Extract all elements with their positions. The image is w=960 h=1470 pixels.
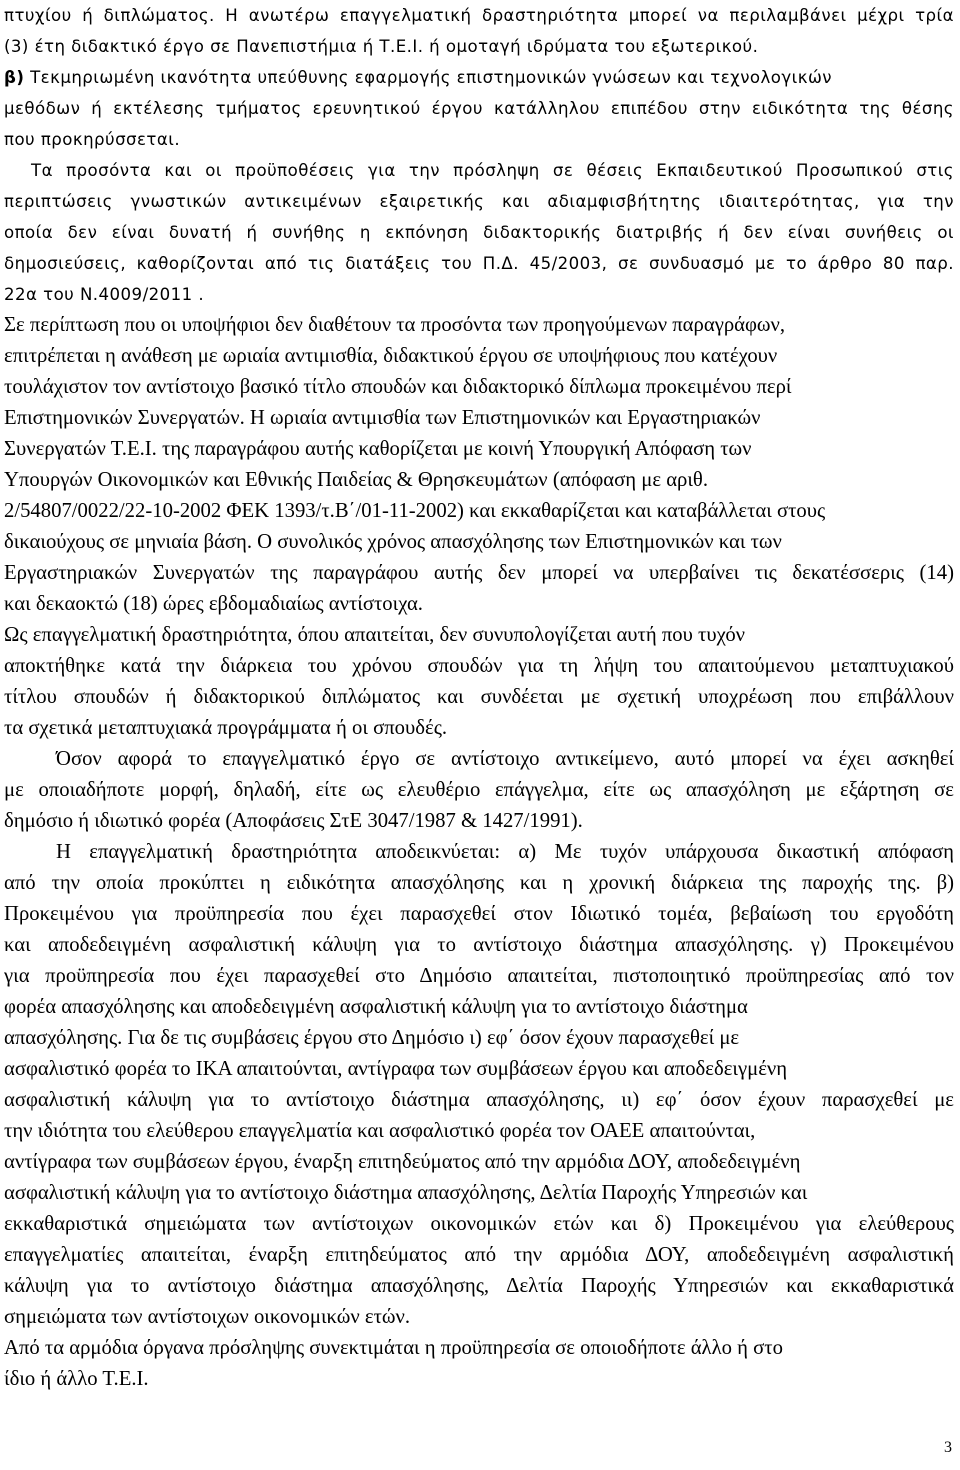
line-text: Εργαστηριακών Συνεργατών της παραγράφου αυτής δεν μπορεί να υπερβαίνει τις δεκατέσσερις (14) (4, 562, 954, 584)
line-text: 2/54807/0022/22-10-2002 ΦΕΚ 1393/τ.Β΄/01-11-2002) και εκκαθαρίζεται και καταβάλλεται στους (4, 500, 826, 522)
text-line (4, 124, 956, 155)
text-line (4, 1023, 956, 1054)
line-text: και δεκαοκτώ (18) ώρες εβδομαδιαίως αντίστοιχα. (4, 593, 423, 615)
text-line (4, 1333, 956, 1364)
line-text: Τεκμηριωμένη ικανότητα υπεύθυνης εφαρμογής επιστημονικών γνώσεων και τεχνολογικών (24, 68, 833, 87)
line-text: Ως επαγγελματική δραστηριότητα, όπου απαιτείται, δεν συνυπολογίζεται αυτή που τυχόν (4, 624, 746, 646)
text-line (4, 434, 956, 465)
text-line (4, 1178, 956, 1209)
line-text: περιπτώσεις γνωστικών αντικειμένων εξαιρετικής και αδιαμφισβήτητης ιδιαιτερότητας, για την (4, 192, 954, 211)
line-text: Η επαγγελματική δραστηριότητα αποδεικνύεται: α) Με τυχόν υπάρχουσα δικαστική απόφαση (56, 841, 954, 863)
line-text: ασφαλιστική κάλυψη για το αντίστοιχο διάστημα απασχόλησης, Δελτία Παροχής Υπηρεσιών και (4, 1182, 808, 1204)
list-marker: β) (4, 68, 25, 87)
text-line (4, 775, 956, 806)
text-line (4, 0, 956, 31)
document-page (4, 0, 956, 1395)
line-text: με οποιαδήποτε μορφή, δηλαδή, είτε ως ελευθέριο επάγγελμα, είτε ως απασχόληση με εξάρτηση σε (4, 779, 954, 801)
text-line (4, 1271, 956, 1302)
text-line (4, 1147, 956, 1178)
line-text: επαγγελματίες απαιτείται, έναρξη επιτηδεύματος από την αρμόδια ΔΟΥ, αποδεδειγμένη ασφαλιστική (4, 1244, 954, 1266)
line-text: Συνεργατών Τ.Ε.Ι. της παραγράφου αυτής καθορίζεται με κοινή Υπουργική Απόφαση των (4, 438, 752, 460)
text-line (4, 1085, 956, 1116)
text-line (4, 589, 956, 620)
text-line (4, 155, 956, 186)
line-text: τα σχετικά μεταπτυχιακά προγράμματα ή οι σπουδές. (4, 717, 448, 739)
line-text: Τα προσόντα και οι προϋποθέσεις για την πρόσληψη σε θέσεις Εκπαιδευτικού Προσωπικού στις (31, 161, 954, 180)
text-line (4, 992, 956, 1023)
line-text: την ιδιότητα του ελεύθερου επαγγελματία και ασφαλιστικό φορέα τον ΟΑΕΕ απαιτούνται, (4, 1120, 756, 1142)
text-line (4, 217, 956, 248)
text-line (4, 837, 956, 868)
text-line (4, 868, 956, 899)
line-text: που προκηρύσσεται. (4, 130, 181, 149)
text-line (4, 682, 956, 713)
line-text: για προϋπηρεσία που έχει παρασχεθεί στο Δημόσιο απαιτείται, πιστοποιητικό προϋπηρεσίας από τον (4, 965, 954, 987)
text-line (4, 1209, 956, 1240)
text-line (4, 186, 956, 217)
line-text: απασχόλησης. Για δε τις συμβάσεις έργου στο Δημόσιο ι) εφ΄ όσον έχουν παρασχεθεί με (4, 1027, 740, 1049)
line-text: και αποδεδειγμένη ασφαλιστική κάλυψη για το αντίστοιχο διάστημα απασχόλησης. γ) Προκειμένου (4, 934, 954, 956)
line-text: ασφαλιστικό φορέα το ΙΚΑ απαιτούνται, αντίγραφα των συμβάσεων έργου και αποδεδειγμένη (4, 1058, 788, 1080)
text-line (4, 744, 956, 775)
line-text: ίδιο ή άλλο Τ.Ε.Ι. (4, 1368, 149, 1390)
text-line (4, 961, 956, 992)
line-text: επιτρέπεται η ανάθεση με ωριαία αντιμισθία, διδακτικού έργου σε υποψήφιους που κατέχουν (4, 345, 778, 367)
text-line (4, 1116, 956, 1147)
line-text: (3) έτη διδακτικό έργο σε Πανεπιστήμια ή Τ.Ε.Ι. ή ομοταγή ιδρύματα του εξωτερικού. (4, 37, 759, 56)
line-text: 22α του Ν.4009/2011 . (4, 285, 205, 304)
line-text: Προκειμένου για προϋπηρεσία που έχει παρασχεθεί στον Ιδιωτικό τομέα, βεβαίωση του εργοδότη (4, 903, 954, 925)
text-line (4, 31, 956, 62)
text-line (4, 1240, 956, 1271)
line-text: αποκτήθηκε κατά την διάρκεια του χρόνου σπουδών για τη λήψη του απαιτούμενου μεταπτυχιακού (4, 655, 954, 677)
text-line (4, 372, 956, 403)
line-text: δικαιούχους σε μηνιαία βάση. Ο συνολικός χρόνος απασχόλησης των Επιστημονικών και των (4, 531, 782, 553)
line-text: δημόσιο ή ιδιωτικό φορέα (Αποφάσεις ΣτΕ 3047/1987 & 1427/1991). (4, 810, 583, 832)
line-text: σημειώματα των αντίστοιχων οικονομικών ετών. (4, 1306, 411, 1328)
line-text: Επιστημονικών Συνεργατών. Η ωριαία αντιμισθία των Επιστημονικών και Εργαστηριακών (4, 407, 761, 429)
line-text: οποία δεν είναι δυνατή ή συνήθης η εκπόνηση διδακτορικής διατριβής ή δεν είναι συνήθεις οι (4, 223, 954, 242)
line-text: τίτλου σπουδών ή διδακτορικού διπλώματος και συνδέεται με σχετική υποχρέωση που επιβάλλουν (4, 686, 954, 708)
text-line (4, 651, 956, 682)
line-text: πτυχίου ή διπλώματος. Η ανωτέρω επαγγελματική δραστηριότητα μπορεί να περιλαμβάνει μέχρι τρία (4, 6, 954, 25)
line-text: Όσον αφορά το επαγγελματικό έργο σε αντίστοιχο αντικείμενο, αυτό μπορεί να έχει ασκηθεί (56, 748, 954, 770)
text-line (4, 1054, 956, 1085)
text-line (4, 93, 956, 124)
page-number: 3 (944, 1439, 952, 1456)
line-text: φορέα απασχόλησης και αποδεδειγμένη ασφαλιστική κάλυψη για το αντίστοιχο διάστημα (4, 996, 748, 1018)
text-line (4, 930, 956, 961)
text-line (4, 806, 956, 837)
text-line (4, 310, 956, 341)
text-line (4, 620, 956, 651)
text-line (4, 62, 956, 93)
text-line (4, 248, 956, 279)
text-line (4, 279, 956, 310)
line-text: κάλυψη για το αντίστοιχο διάστημα απασχόλησης, Δελτία Παροχής Υπηρεσιών και εκκαθαριστικά (4, 1275, 954, 1297)
text-line (4, 713, 956, 744)
text-line (4, 403, 956, 434)
line-text: μεθόδων ή εκτέλεσης τμήματος ερευνητικού έργου κατάλληλου επιπέδου στην ειδικότητα της θέσης (4, 99, 954, 118)
line-text: αντίγραφα των συμβάσεων έργου, έναρξη επιτηδεύματος από την αρμόδια ΔΟΥ, αποδεδειγμένη (4, 1151, 801, 1173)
line-text: ασφαλιστική κάλυψη για το αντίστοιχο διάστημα απασχόλησης, ιι) εφ΄ όσον έχουν παρασχεθεί με (4, 1089, 954, 1111)
line-text: Υπουργών Οικονομικών και Εθνικής Παιδείας & Θρησκευμάτων (απόφαση με αριθ. (4, 469, 709, 491)
line-text: εκκαθαριστικά σημειώματα των αντίστοιχων οικονομικών ετών και δ) Προκειμένου για ελεύθερους (4, 1213, 954, 1235)
text-line (4, 558, 956, 589)
line-text: από την οποία προκύπτει η ειδικότητα απασχόλησης και η χρονική διάρκεια της παροχής της. β) (4, 872, 954, 894)
text-line (4, 465, 956, 496)
text-line (4, 527, 956, 558)
line-text: δημοσιεύσεις, καθορίζονται από τις διατάξεις του Π.Δ. 45/2003, σε συνδυασμό με το άρθρο 80 παρ. (4, 254, 954, 273)
text-line (4, 899, 956, 930)
text-line (4, 1302, 956, 1333)
text-line (4, 1364, 956, 1395)
line-text: Σε περίπτωση που οι υποψήφιοι δεν διαθέτουν τα προσόντα των προηγούμενων παραγράφων, (4, 314, 786, 336)
text-line (4, 496, 956, 527)
line-text: τουλάχιστον τον αντίστοιχο βασικό τίτλο σπουδών και διδακτορικό δίπλωμα προκειμένου περί (4, 376, 792, 398)
line-text: Από τα αρμόδια όργανα πρόσληψης συνεκτιμάται η προϋπηρεσία σε οποιοδήποτε άλλο ή στο (4, 1337, 783, 1359)
text-line (4, 341, 956, 372)
